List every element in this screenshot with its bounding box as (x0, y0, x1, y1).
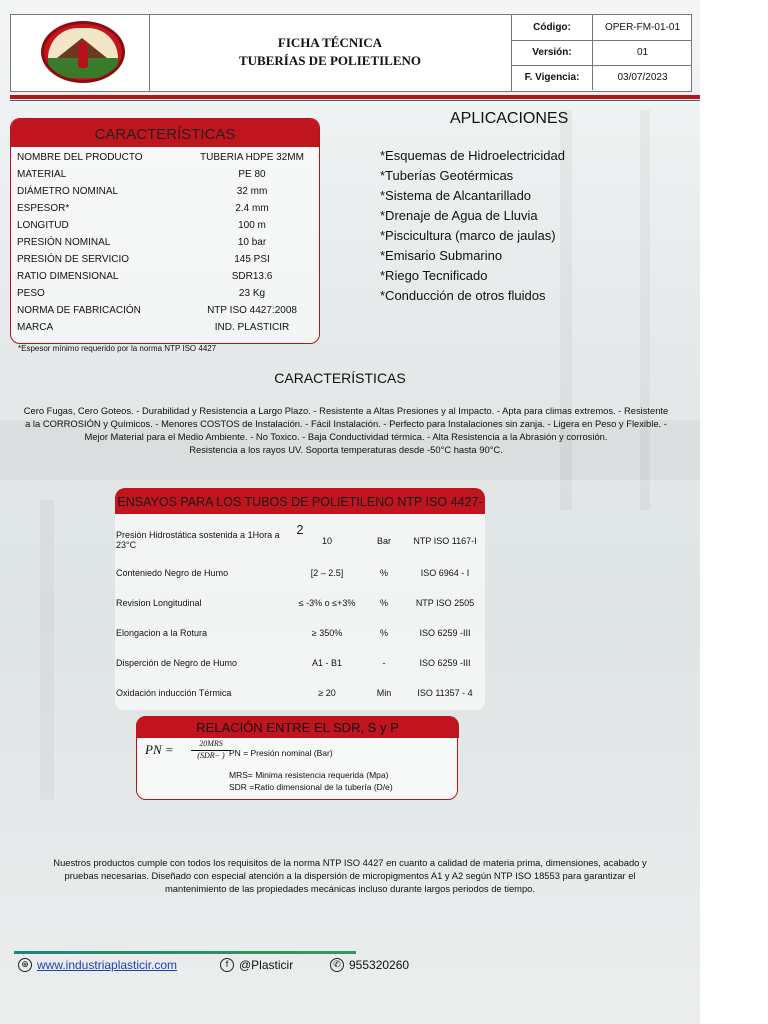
document-title (150, 15, 510, 91)
compliance-line: pruebas necesarias. Diseñado con especial atención a la dispersión de micropigmentos A1 y A2 según NTP ISO 18553 para garantizar el (64, 870, 636, 881)
header-divider (10, 95, 700, 99)
meta-value: OPER-FM-01-01 (604, 22, 680, 33)
test-row (116, 688, 484, 716)
formula-fraction (191, 739, 231, 760)
test-unit: % (379, 568, 388, 578)
test-standard: NTP ISO 1167-I (413, 536, 477, 546)
company-logo (41, 21, 125, 83)
application-item: *Drenaje de Agua de Lluvia (380, 208, 538, 223)
test-name: Revision Longitudinal (116, 598, 202, 608)
spec-row (17, 254, 317, 271)
social-handle: @Plasticir (239, 958, 294, 972)
spec-key: NOMBRE DEL PRODUCTO (17, 152, 143, 163)
title-line-2: TUBERÍAS DE POLIETILENO (238, 53, 422, 68)
test-value: ≥ 350% (311, 628, 343, 638)
tests-title: ENSAYOS PARA LOS TUBOS DE POLIETILENO NTP ISO 4427-2 (115, 488, 485, 514)
compliance-line: Nuestros productos cumple con todos los requisitos de la norma NTP ISO 4427 en cuanto a calidad de materia prima, dimensiones, acabado y (53, 857, 647, 868)
spec-key: MARCA (17, 322, 54, 333)
meta-value: 03/07/2023 (617, 72, 668, 83)
spec-key: RATIO DIMENSIONAL (17, 271, 119, 282)
test-name: Conteniedo Negro de Humo (116, 568, 229, 578)
spec-value: TUBERIA HDPE 32MM (200, 152, 304, 163)
spec-key: ESPESOR* (17, 203, 70, 214)
spec-key: LONGITUD (17, 220, 69, 231)
test-row (116, 568, 484, 596)
spec-key: PRESIÓN DE SERVICIO (17, 254, 130, 265)
test-unit: Bar (376, 536, 391, 546)
spec-row (17, 220, 317, 237)
application-item: *Esquemas de Hidroelectricidad (380, 148, 565, 163)
features-line: a la CORROSIÓN y Químicos. - Menores COSTOS de Instalación. - Fácil Instalación. - Perfecto para Instalaciones sin zanja. - Ligera en Peso y Flexible. - (25, 418, 667, 429)
test-row (116, 628, 484, 656)
title-line-1: FICHA TÉCNICA (277, 35, 383, 50)
spec-row (17, 271, 317, 288)
features-title: CARACTERÍSTICAS (274, 370, 406, 386)
meta-value: 01 (636, 47, 649, 58)
footer-website[interactable] (18, 958, 177, 972)
meta-row-code (512, 15, 692, 41)
spec-row (17, 288, 317, 305)
test-unit: % (379, 598, 388, 608)
phone-number: 955320260 (349, 958, 410, 972)
spec-key: MATERIAL (17, 169, 67, 180)
footer-divider (14, 951, 356, 954)
specs-card (10, 118, 320, 344)
formula-denominator: (SDR− ) (197, 751, 225, 760)
phone-icon: ✆ (330, 958, 344, 972)
spec-key: PRESIÓN NOMINAL (17, 237, 111, 248)
test-standard: ISO 6259 -III (419, 658, 471, 668)
meta-key: Código: (512, 15, 593, 40)
application-item: *Sistema de Alcantarillado (380, 188, 532, 203)
test-value: [2 – 2.5] (310, 568, 344, 578)
spec-row (17, 169, 317, 186)
globe-icon: ⊕ (18, 958, 32, 972)
compliance-line: mantenimiento de las propiedades mecánicas incluso durante largos periodos de tiempo. (164, 883, 535, 894)
test-value: A1 - B1 (311, 658, 342, 668)
features-line: Cero Fugas, Cero Goteos. - Durabilidad y Resistencia a Largo Plazo. - Resistente a Altas Presiones y al Impacto. - Apta para climas extremos. - Resistente (23, 405, 669, 416)
meta-key: F. Vigencia: (512, 65, 593, 90)
relation-mrs: MRS= Minima resistencia requerida (Mpa) (229, 770, 389, 780)
test-row (116, 658, 484, 686)
specs-note: *Espesor mínimo requerido por la norma NTP ISO 4427 (18, 344, 217, 353)
compliance-text (20, 856, 680, 895)
spec-value: 23 Kg (238, 288, 266, 299)
features-line: Resistencia a los rayos UV. Soporta temperaturas desde -50°C hasta 90°C. (189, 444, 503, 455)
application-item: *Riego Tecnificado (380, 268, 488, 283)
spec-row (17, 186, 317, 203)
spec-row (17, 152, 317, 169)
spec-value: 100 m (238, 220, 266, 231)
features-text (16, 404, 676, 456)
test-value: ≥ 20 (318, 688, 336, 698)
meta-row-version (512, 40, 692, 66)
formula-lhs: PN = (145, 742, 174, 757)
spec-value: PE 80 (238, 169, 266, 180)
spec-key: NORMA DE FABRICACIÓN (17, 305, 141, 316)
header-divider-thin (10, 100, 700, 101)
spec-row (17, 203, 317, 220)
test-unit: Min (376, 688, 392, 698)
test-row (116, 598, 484, 626)
sdr-formula (145, 739, 225, 766)
footer-social (220, 958, 293, 972)
test-name: Disperción de Negro de Humo (116, 658, 238, 668)
test-value: 10 (321, 536, 332, 546)
document-meta (511, 15, 692, 91)
test-name: Elongacion a la Rotura (116, 628, 208, 638)
application-item: *Tuberías Geotérmicas (380, 168, 514, 183)
spec-row (17, 322, 317, 339)
spec-row (17, 237, 317, 254)
spec-key: DIÁMETRO NOMINAL (17, 186, 119, 197)
test-standard: ISO 6259 -III (419, 628, 471, 638)
application-item: *Piscicultura (marco de jaulas) (380, 228, 556, 243)
relation-title: RELACIÓN ENTRE EL SDR, S y P (136, 716, 459, 738)
spec-value: NTP ISO 4427:2008 (207, 305, 297, 316)
page-margin (700, 0, 768, 1024)
spec-value: 32 mm (236, 186, 268, 197)
spec-key: PESO (17, 288, 45, 299)
spec-value: IND. PLASTICIR (214, 322, 290, 333)
test-standard: ISO 11357 - 4 (417, 688, 473, 698)
spec-value: 145 PSI (234, 254, 270, 265)
test-standard: NTP ISO 2505 (415, 598, 475, 608)
website-link[interactable]: www.industriaplasticir.com (37, 958, 178, 972)
test-name: Presión Hidrostática sostenida a 1Hora a 23°C (116, 530, 280, 550)
test-name: Oxidación inducción Térmica (116, 688, 232, 698)
features-line: Mejor Material para el Medio Ambiente. - No Toxico. - Baja Conductividad térmica. - Alta Resistencia a la Abrasión y corrosión. (84, 431, 608, 442)
test-standard: ISO 6964 - I (420, 568, 470, 578)
test-unit: % (379, 628, 388, 638)
specs-title: CARACTERÍSTICAS (11, 119, 319, 147)
application-item: *Emisario Submarino (380, 248, 503, 263)
applications-title: APLICACIONES (450, 110, 569, 127)
relation-sdr: SDR =Ratio dimensional de la tubería (D/e) (229, 782, 393, 792)
test-row (116, 530, 484, 558)
spec-row (17, 305, 317, 322)
logo-cell (11, 15, 150, 91)
spec-value: 10 bar (237, 237, 267, 248)
meta-row-date (512, 65, 692, 91)
test-value: ≤ -3% o ≤+3% (298, 598, 356, 608)
facebook-icon: f (220, 958, 234, 972)
meta-key: Versión: (512, 40, 593, 65)
test-unit: - (382, 658, 386, 668)
document-header (10, 14, 692, 92)
application-item: *Conducción de otros fluidos (380, 288, 546, 303)
footer-phone (330, 958, 409, 972)
spec-value: 2.4 mm (235, 203, 269, 214)
spec-value: SDR13.6 (231, 271, 273, 282)
background-pillar (40, 500, 54, 800)
relation-pn: PN = Presión nominal (Bar) (229, 748, 333, 758)
formula-numerator: 20MRS (199, 739, 223, 748)
